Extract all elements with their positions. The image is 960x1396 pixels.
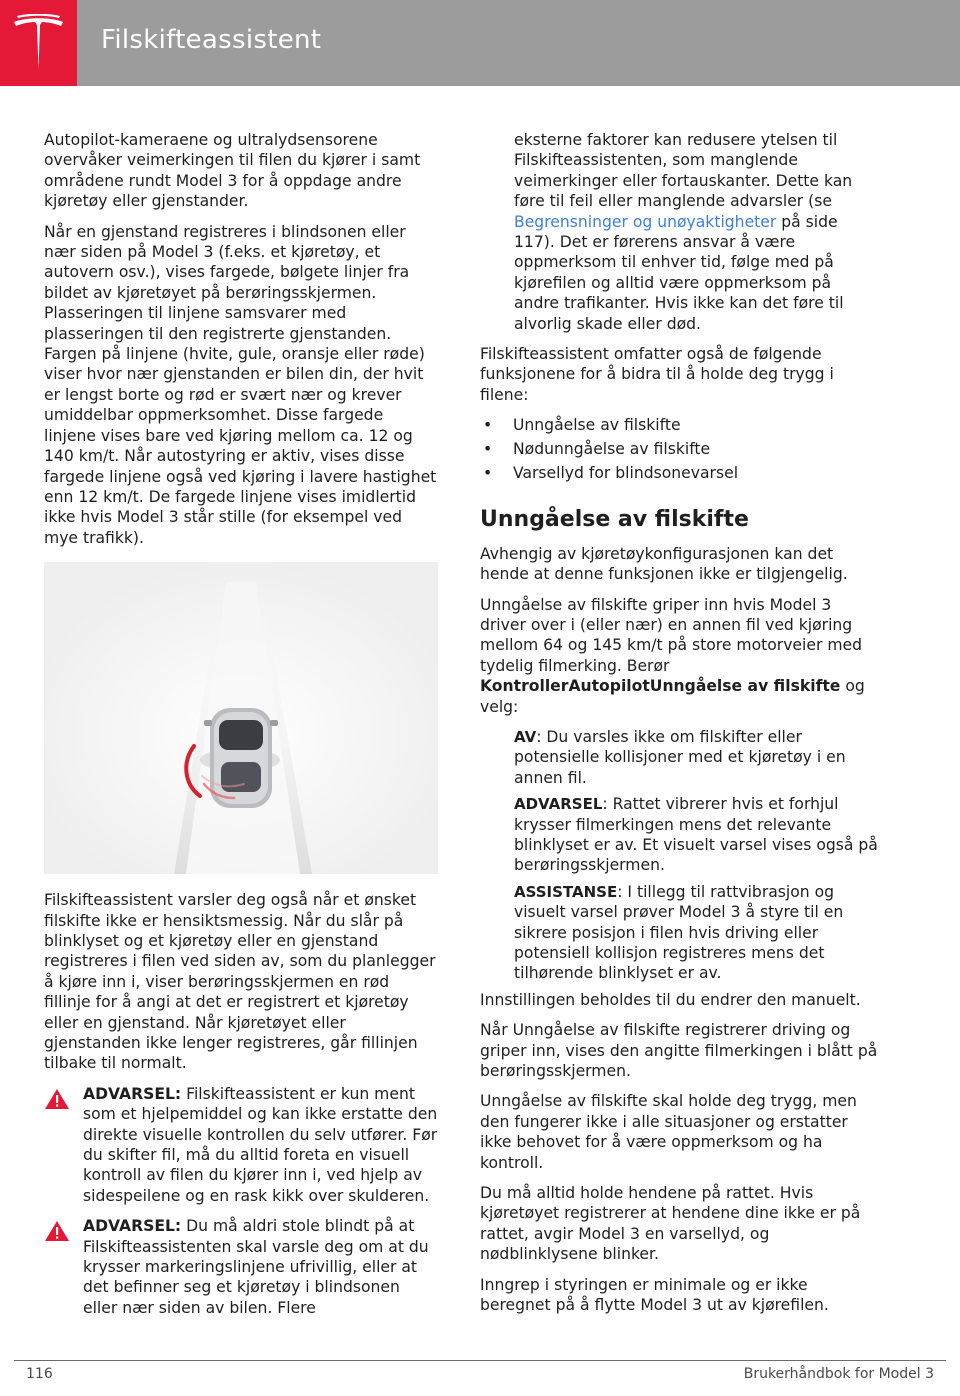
list-item: • Unngåelse av filskifte (483, 416, 681, 435)
tesla-logo-icon (11, 14, 66, 74)
warning-label: ADVARSEL: (83, 1084, 182, 1103)
functions-paragraph: Filskifteassistent omfatter også de følgende funksjonene for å bidra til å holde deg trygg i filene: (480, 345, 834, 404)
warning-continuation: eksterne faktorer kan redusere ytelsen til Filskifteassistenten, som manglende veimerkinger eller fortauskanter. Dette kan føre til feil eller manglende advarsler (se Begrensninger og unøyaktigheter på side 117). Det er førerens ansvar å være oppmerksom til enhver tid, følge med på kjørefilen og alltid være oppmerksom på andre trafikanter. Hvis ikke kan det føre til alvorlig skade eller død. (514, 131, 853, 333)
footer-divider (14, 1360, 946, 1361)
left-column (44, 130, 438, 1328)
detect-paragraph: Når Unngåelse av filskifte registrerer driving og griper inn, vises den angitte filmerkingen i blått på berøringsskjermen. (480, 1021, 878, 1081)
warning-triangle-icon (44, 1220, 70, 1242)
list-item: • Nødunngåelse av filskifte (483, 440, 711, 459)
option-warning: ADVARSEL: Rattet vibrerer hvis et forhjul krysser filmerkingen mens det relevante blinklyset er av. Et visuelt varsel vises også på berøringsskjermen. (514, 795, 878, 875)
intervene-paragraph: Unngåelse av filskifte griper inn hvis Model 3 driver over i (eller nær) en annen fil ved kjøring mellom 64 og 145 km/t på store motorveier med tydelig filmerking. Berør KontrollerAutopilotUnngåelse av filskifte og velg: (480, 595, 865, 716)
page-title: Filskifteassistent (101, 25, 322, 55)
warning-block-2 (44, 1216, 438, 1318)
list-item: • Varsellyd for blindsonevarsel (483, 464, 739, 483)
page-number: 116 (26, 1366, 53, 1382)
warning-triangle-icon (44, 1088, 70, 1110)
right-column (480, 130, 880, 1326)
hands-paragraph: Du må alltid holde hendene på rattet. Hvis kjøretøyet registrerer at hendene dine ikke er på rattet, avgir Model 3 en varsellyd, og nødblinklysene blinker. (480, 1184, 861, 1264)
warning-text: Du må aldri stole blindt på at Filskifteassistenten skal varsle deg om at du krysser markeringslinjene ufrivillig, eller at det befinner seg et kjøretøy i blindsonen eller nær siden av bilen. Flere (83, 1217, 429, 1317)
warning-text: Filskifteassistent er kun ment som et hjelpemiddel og kan ikke erstatte den direkte visuelle kontrollen du selv utfører. Før du skifter fil, må du alltid foreta en visuell kontroll av filen du kjører inn i, ved hjelp av sidespeilene og en rask kikk over skulderen. (83, 1084, 438, 1205)
intro-paragraph: Autopilot-kameraene og ultralydsensorene overvåker veimerkingen til filen du kjører i samt områdene rundt Model 3 for å oppdage andre kjøretøy eller gjenstander. (44, 131, 421, 211)
config-paragraph: Avhengig av kjøretøykonfigurasjonen kan det hende at denne funksjonen ikke er tilgjengelig. (480, 544, 848, 584)
page-header (0, 0, 960, 86)
option-off: AV: Du varsles ikke om filskifter eller potensielle kollisjoner med et kjøretøy i en annen fil. (514, 727, 846, 787)
warning-block-1 (44, 1084, 438, 1206)
car-illustration (44, 562, 438, 874)
option-assist: ASSISTANSE: I tillegg til rattvibrasjon og visuelt varsel prøver Model 3 å styre til en sikrere posisjon i filen hvis driving eller potensiell kollisjon registreres mens det tilhørende blinklyset er av. (514, 882, 844, 983)
menu-path: KontrollerAutopilotUnngåelse av filskifte (480, 677, 841, 696)
setting-paragraph: Innstillingen beholdes til du endrer den manuelt. (480, 990, 861, 1009)
lane-change-warning-paragraph: Filskifteassistent varsler deg også når et ønsket filskifte ikke er hensiktsmessig. Når du slår på blinklyset og et kjøretøy eller en gjenstand registreres i filen ved siden av, som du planlegger å kjøre inn i, viser berøringsskjermen en rød fillinje for å angi at det er registrert et kjøretøy eller en gjenstand. Når kjøretøyet eller gjenstanden ikke lenger registreres, går fillinjen tilbake til normalt. (44, 891, 436, 1073)
section-heading: Unngåelse av filskifte (480, 506, 749, 532)
tesla-logo (0, 0, 77, 86)
safety-paragraph: Unngåelse av filskifte skal holde deg trygg, men den fungerer ikke i alle situasjoner og erstatter ikke behovet for å være oppmerksom og ha kontroll. (480, 1092, 857, 1172)
warning-label: ADVARSEL: (83, 1217, 182, 1236)
blindspot-paragraph: Når en gjenstand registreres i blindsonen eller nær siden på Model 3 (f.eks. et kjøretøy, et autovern osv.), vises fargede, bølgete linjer fra bildet av kjøretøyet på berøringsskjermen. Plasseringen til linjene samsvarer med plasseringen til den registrerte gjenstanden. Fargen på linjene (hvite, gule, oransje eller røde) viser hvor nær gjenstanden er bilen din, der hvit er lengst borte og rød er svært nær og krever umiddelbar oppmerksomhet. Disse fargede linjene vises bare ved kjøring mellom ca. 12 og 140 km/t. Når autostyring er aktiv, vises disse fargede linjene også ved kjøring i lavere hastighet enn 12 km/t. De fargede linjene vises imidlertid ikke hvis Model 3 står stille (for eksempel ved mye trafikk). (44, 222, 437, 547)
manual-title: Brukerhåndbok for Model 3 (743, 1366, 934, 1382)
limitations-link[interactable]: Begrensninger og unøyaktigheter (514, 212, 777, 231)
function-list (480, 415, 880, 483)
minimal-paragraph: Inngrep i styringen er minimale og er ikke beregnet på å flytte Model 3 ut av kjørefilen. (480, 1275, 829, 1315)
